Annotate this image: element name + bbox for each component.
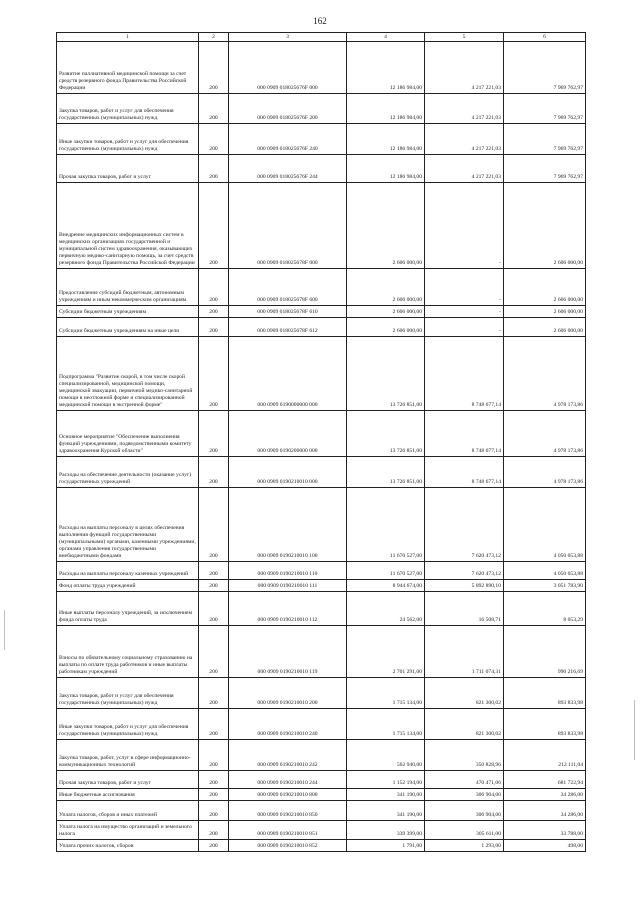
row-line-code: 200 (199, 626, 229, 678)
row-name: Иные закупки товаров, работ и услуг для обеспечения государственных (муниципальных) нужд (57, 124, 199, 155)
row-executed-amount: 4 217 221,03 (425, 94, 504, 124)
row-classification-code: 000 0909 018025678F 612 (229, 318, 347, 337)
column-header-line-code: 2 (199, 33, 229, 42)
row-classification-code: 000 0909 018025676F 244 (229, 155, 347, 183)
row-unexecuted-amount: 2 606 000,00 (504, 318, 586, 337)
table-row (57, 183, 586, 269)
page-number: 162 (313, 16, 327, 26)
row-executed-amount: 350 828,96 (425, 740, 504, 771)
row-name: Прочая закупка товаров, работ и услуг (57, 155, 199, 183)
row-unexecuted-amount: 7 969 762,97 (504, 42, 586, 94)
row-line-code: 200 (199, 580, 229, 592)
row-approved-amount: 13 726 851,00 (347, 411, 425, 457)
row-line-code: 200 (199, 411, 229, 457)
row-name: Субсидии бюджетным учреждениям на иные цели (57, 318, 199, 337)
row-executed-amount: 8 748 677,14 (425, 337, 504, 411)
row-executed-amount: 5 892 890,10 (425, 580, 504, 592)
row-executed-amount: 8 748 677,14 (425, 457, 504, 488)
row-approved-amount: 24 562,00 (347, 592, 425, 626)
table-row (57, 580, 586, 592)
row-line-code: 200 (199, 821, 229, 840)
row-approved-amount: 12 186 984,00 (347, 42, 425, 94)
table-row (57, 42, 586, 94)
column-header-unexecuted: 6 (504, 33, 586, 42)
row-executed-amount: 4 217 221,03 (425, 155, 504, 183)
row-name: Уплата налога на имущество организаций и земельного налога (57, 821, 199, 840)
row-executed-amount: 1 293,00 (425, 840, 504, 852)
table-header (57, 33, 586, 42)
table-row (57, 771, 586, 789)
row-executed-amount: 16 508,71 (425, 592, 504, 626)
row-unexecuted-amount: 34 286,00 (504, 801, 586, 821)
row-unexecuted-amount: 498,00 (504, 840, 586, 852)
row-unexecuted-amount: 4 978 173,86 (504, 457, 586, 488)
row-unexecuted-amount: 4 050 053,88 (504, 488, 586, 562)
row-name: Иные бюджетные ассигнования (57, 789, 199, 801)
row-line-code: 200 (199, 94, 229, 124)
row-classification-code: 000 0909 0190210010 112 (229, 592, 347, 626)
row-classification-code: 000 0909 0190210010 110 (229, 562, 347, 580)
row-unexecuted-amount: 212 111,04 (504, 740, 586, 771)
row-name: Взносы по обязательному социальному страхованию на выплаты по оплате труда работников и иные выплаты работникам учреждений (57, 626, 199, 678)
row-approved-amount: 12 186 984,00 (347, 155, 425, 183)
row-executed-amount: 8 748 677,14 (425, 411, 504, 457)
row-approved-amount: 11 670 527,00 (347, 488, 425, 562)
row-approved-amount: 8 944 674,00 (347, 580, 425, 592)
table-row (57, 592, 586, 626)
row-executed-amount: 306 904,00 (425, 801, 504, 821)
row-classification-code: 000 0909 0190210010 000 (229, 457, 347, 488)
row-executed-amount: 1 711 074,31 (425, 626, 504, 678)
table-row (57, 94, 586, 124)
row-line-code: 200 (199, 488, 229, 562)
row-executed-amount: 4 217 221,03 (425, 42, 504, 94)
row-name: Предоставление субсидий бюджетным, автономным учреждениям и иным некоммерческим организациям (57, 269, 199, 306)
scan-edge-mark (4, 610, 5, 650)
table-header-row (57, 33, 586, 42)
column-header-name: 1 (57, 33, 199, 42)
table-row (57, 488, 586, 562)
row-unexecuted-amount: 7 969 762,97 (504, 94, 586, 124)
row-unexecuted-amount: 7 969 762,97 (504, 155, 586, 183)
table-row (57, 269, 586, 306)
row-classification-code: 000 0909 018025678F 610 (229, 306, 347, 318)
row-approved-amount: 1 715 134,00 (347, 678, 425, 709)
row-name: Иные закупки товаров, работ и услуг для обеспечения государственных (муниципальных) нужд (57, 709, 199, 740)
row-unexecuted-amount: 3 051 783,90 (504, 580, 586, 592)
row-classification-code: 000 0909 0190210010 852 (229, 840, 347, 852)
row-executed-amount: 306 904,00 (425, 789, 504, 801)
row-classification-code: 000 0909 018025676F 200 (229, 94, 347, 124)
column-header-classification-code: 3 (229, 33, 347, 42)
row-line-code: 200 (199, 562, 229, 580)
budget-execution-table (56, 32, 586, 852)
row-name: Фонд оплаты труда учреждений (57, 580, 199, 592)
row-unexecuted-amount: 990 216,69 (504, 626, 586, 678)
row-classification-code: 000 0909 0190210010 119 (229, 626, 347, 678)
row-unexecuted-amount: 34 286,00 (504, 789, 586, 801)
row-executed-amount: - (425, 269, 504, 306)
row-line-code: 200 (199, 269, 229, 306)
row-name: Развитие паллиативной медицинской помощи за счет средств резервного фонда Правительства Российской Федерации (57, 42, 199, 94)
row-unexecuted-amount: 2 606 000,00 (504, 269, 586, 306)
row-name: Закупка товаров, работ, услуг в сфере информационно-коммуникационных технологий (57, 740, 199, 771)
row-classification-code: 000 0909 018025678F 000 (229, 183, 347, 269)
row-approved-amount: 2 606 000,00 (347, 306, 425, 318)
row-line-code: 200 (199, 457, 229, 488)
row-approved-amount: 2 606 000,00 (347, 183, 425, 269)
row-executed-amount: 305 611,00 (425, 821, 504, 840)
row-line-code: 200 (199, 771, 229, 789)
table-row (57, 709, 586, 740)
column-header-executed: 5 (425, 33, 504, 42)
row-executed-amount: - (425, 318, 504, 337)
row-unexecuted-amount: 2 606 000,00 (504, 183, 586, 269)
row-classification-code: 000 0909 018025678F 600 (229, 269, 347, 306)
row-line-code: 200 (199, 740, 229, 771)
row-name: Основное мероприятие "Обеспечение выполнения функций учреждениями, подведомственными комитету здравоохранения Курской области" (57, 411, 199, 457)
row-executed-amount: - (425, 183, 504, 269)
row-approved-amount: 13 726 851,00 (347, 337, 425, 411)
row-unexecuted-amount: 681 722,94 (504, 771, 586, 789)
row-unexecuted-amount: 8 053,29 (504, 592, 586, 626)
row-classification-code: 000 0909 0190210010 111 (229, 580, 347, 592)
row-executed-amount: 7 620 473,12 (425, 562, 504, 580)
row-classification-code: 000 0909 018025676F 240 (229, 124, 347, 155)
row-name: Прочая закупка товаров, работ и услуг (57, 771, 199, 789)
row-classification-code: 000 0909 0190210010 242 (229, 740, 347, 771)
row-executed-amount: 7 620 473,12 (425, 488, 504, 562)
row-approved-amount: 12 186 984,00 (347, 124, 425, 155)
row-approved-amount: 12 186 984,00 (347, 94, 425, 124)
row-classification-code: 000 0909 0190210010 850 (229, 801, 347, 821)
row-line-code: 200 (199, 592, 229, 626)
scan-edge-mark (634, 700, 635, 760)
row-line-code: 200 (199, 678, 229, 709)
row-classification-code: 000 0909 0190200000 000 (229, 411, 347, 457)
row-executed-amount: - (425, 306, 504, 318)
table-row (57, 318, 586, 337)
table-row (57, 821, 586, 840)
table-row (57, 789, 586, 801)
row-name: Уплата прочих налогов, сборов (57, 840, 199, 852)
table-row (57, 306, 586, 318)
row-executed-amount: 821 300,02 (425, 678, 504, 709)
row-name: Подпрограмма "Развитие скорой, в том числе скорой специализированной, медицинской помощи, медицинской эвакуации, первичной медико-санитарной помощи в неотложной форме и специализированной медицинской помощи в экстренной форме" (57, 337, 199, 411)
row-approved-amount: 2 606 000,00 (347, 269, 425, 306)
row-classification-code: 000 0909 0190210010 200 (229, 678, 347, 709)
row-classification-code: 000 0909 0190210010 244 (229, 771, 347, 789)
table-row (57, 740, 586, 771)
row-executed-amount: 470 471,06 (425, 771, 504, 789)
row-classification-code: 000 0909 0190210010 240 (229, 709, 347, 740)
row-unexecuted-amount: 4 978 173,86 (504, 337, 586, 411)
row-approved-amount: 2 606 000,00 (347, 318, 425, 337)
row-approved-amount: 2 701 291,00 (347, 626, 425, 678)
row-unexecuted-amount: 893 833,98 (504, 678, 586, 709)
table-row (57, 411, 586, 457)
row-classification-code: 000 0909 018025676F 000 (229, 42, 347, 94)
row-name: Расходы на обеспечение деятельности (оказание услуг) государственных учреждений (57, 457, 199, 488)
row-line-code: 200 (199, 337, 229, 411)
table-row (57, 124, 586, 155)
row-classification-code: 000 0909 0190210010 100 (229, 488, 347, 562)
row-name: Закупка товаров, работ и услуг для обеспечения государственных (муниципальных) нужд (57, 678, 199, 709)
row-unexecuted-amount: 33 788,00 (504, 821, 586, 840)
row-classification-code: 000 0909 0190000000 000 (229, 337, 347, 411)
row-approved-amount: 11 670 527,00 (347, 562, 425, 580)
row-approved-amount: 1 152 194,00 (347, 771, 425, 789)
row-line-code: 200 (199, 840, 229, 852)
table-row (57, 678, 586, 709)
row-line-code: 200 (199, 789, 229, 801)
row-unexecuted-amount: 4 978 173,86 (504, 411, 586, 457)
table-row (57, 562, 586, 580)
row-unexecuted-amount: 4 050 053,88 (504, 562, 586, 580)
row-approved-amount: 13 726 851,00 (347, 457, 425, 488)
row-approved-amount: 339 399,00 (347, 821, 425, 840)
table-row (57, 801, 586, 821)
row-approved-amount: 341 190,00 (347, 789, 425, 801)
row-line-code: 200 (199, 155, 229, 183)
row-line-code: 200 (199, 318, 229, 337)
row-unexecuted-amount: 7 969 762,97 (504, 124, 586, 155)
row-name: Закупка товаров, работ и услуг для обеспечения государственных (муниципальных) нужд (57, 94, 199, 124)
row-line-code: 200 (199, 124, 229, 155)
row-line-code: 200 (199, 42, 229, 94)
row-name: Внедрение медицинских информационных систем в медицинских организациях государственной и муниципальной систем здравоохранения, оказывающих первичную медико-санитарную помощь, за счет средств резервного фонда Правительства Российской Федерации (57, 183, 199, 269)
row-classification-code: 000 0909 0190210010 800 (229, 789, 347, 801)
table-row (57, 457, 586, 488)
row-line-code: 200 (199, 801, 229, 821)
row-line-code: 200 (199, 306, 229, 318)
row-unexecuted-amount: 2 606 000,00 (504, 306, 586, 318)
row-approved-amount: 1 791,00 (347, 840, 425, 852)
row-name: Субсидии бюджетным учреждениям (57, 306, 199, 318)
table-row (57, 840, 586, 852)
row-name: Уплата налогов, сборов и иных платежей (57, 801, 199, 821)
row-unexecuted-amount: 893 833,98 (504, 709, 586, 740)
column-header-approved: 4 (347, 33, 425, 42)
row-name: Расходы на выплаты персоналу в целях обеспечения выполнения функций государственными (муниципальными) органами, казенными учреждениями, органами управления государственными внебюджетными фондами (57, 488, 199, 562)
row-executed-amount: 821 300,02 (425, 709, 504, 740)
row-line-code: 200 (199, 183, 229, 269)
row-approved-amount: 341 190,00 (347, 801, 425, 821)
row-approved-amount: 562 940,00 (347, 740, 425, 771)
table-row (57, 626, 586, 678)
row-executed-amount: 4 217 221,03 (425, 124, 504, 155)
table-row (57, 155, 586, 183)
row-line-code: 200 (199, 709, 229, 740)
row-name: Иные выплаты персоналу учреждений, за исключением фонда оплаты труда (57, 592, 199, 626)
row-approved-amount: 1 715 134,00 (347, 709, 425, 740)
table-row (57, 337, 586, 411)
row-classification-code: 000 0909 0190210010 851 (229, 821, 347, 840)
row-name: Расходы на выплаты персоналу казенных учреждений (57, 562, 199, 580)
table-body (57, 42, 586, 852)
